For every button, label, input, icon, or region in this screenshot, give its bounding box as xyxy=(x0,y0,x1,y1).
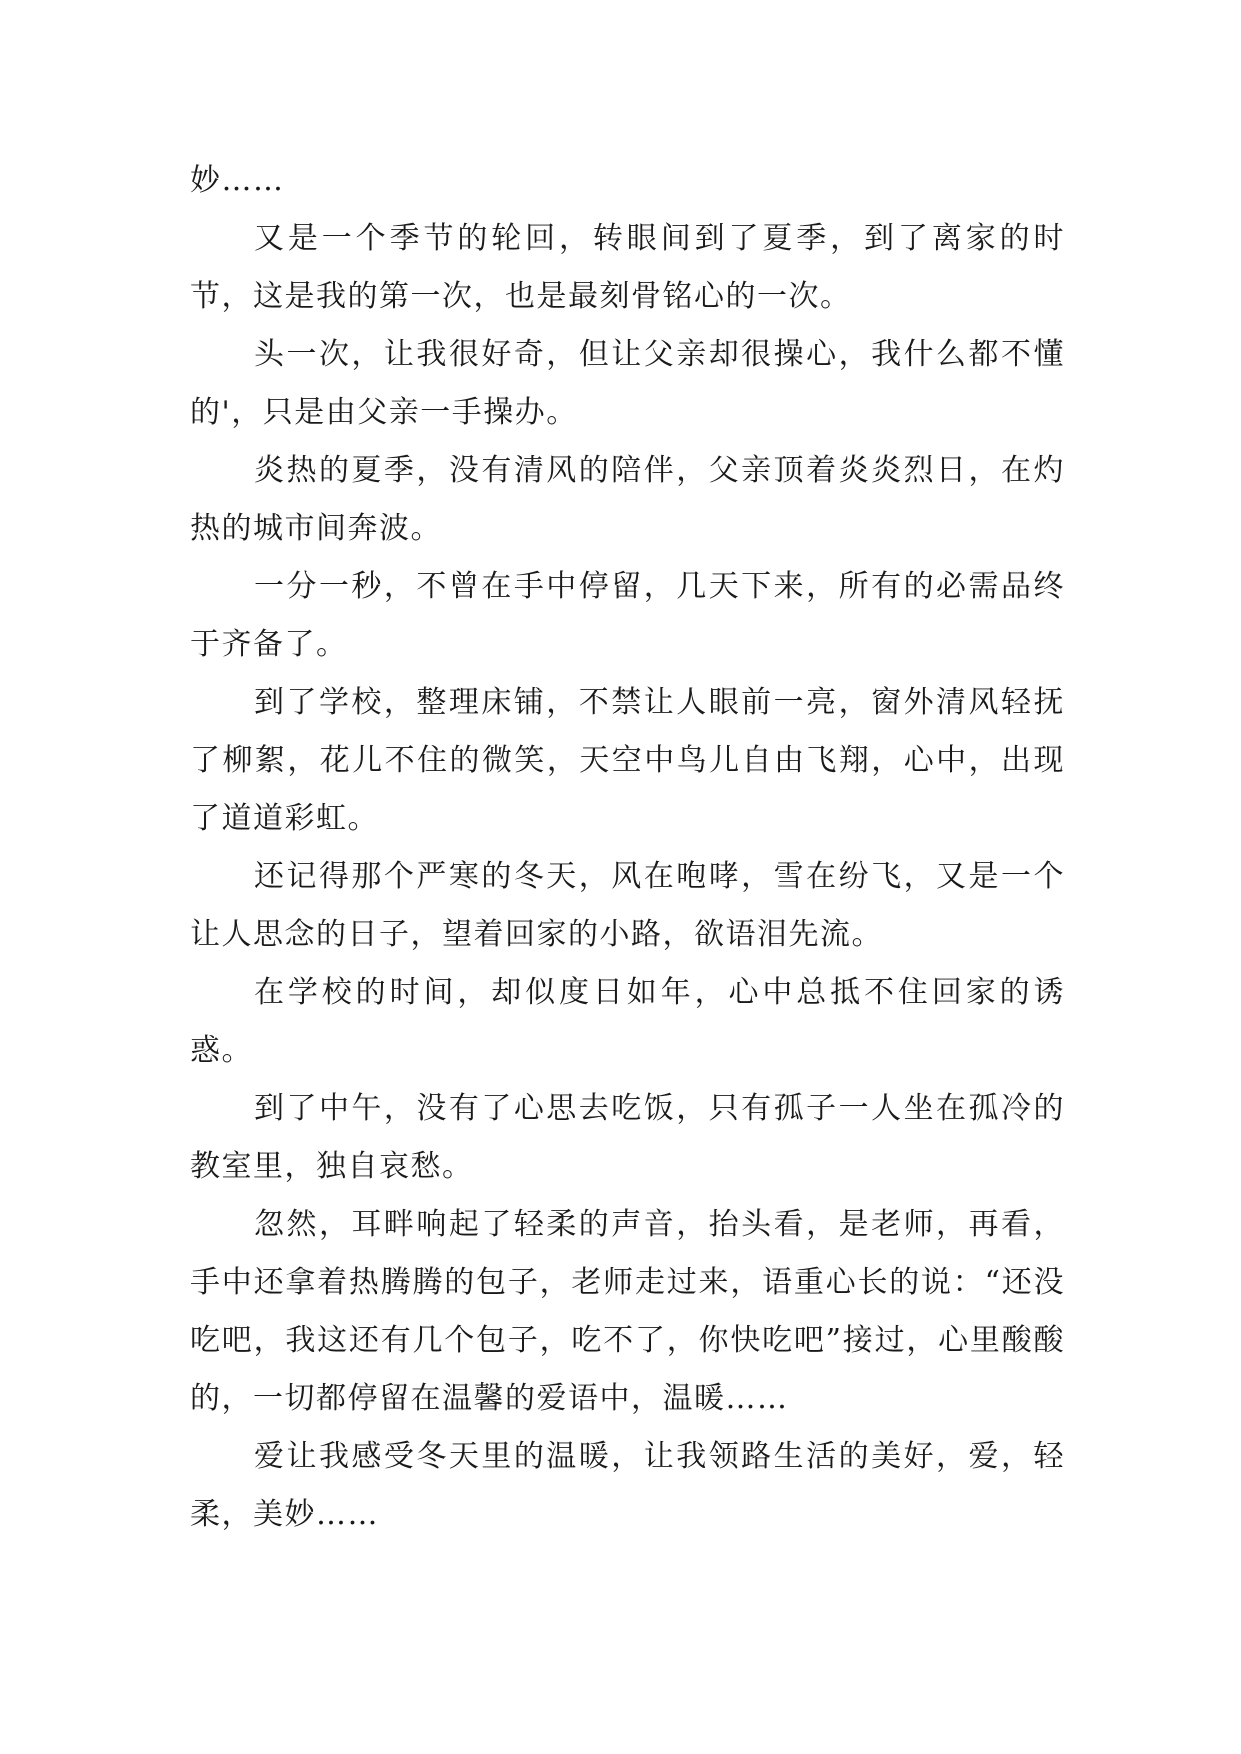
paragraph-9: 忽然，耳畔响起了轻柔的声音，抬头看，是老师，再看，手中还拿着热腾腾的包子，老师走过来，语重心长的说：“还没吃吧，我这还有几个包子，吃不了，你快吃吧”接过，心里酸酸的，一切都停留在温馨的爱语中，温暖…… xyxy=(190,1207,1065,1416)
paragraph-8: 到了中午，没有了心思去吃饭，只有孤子一人坐在孤冷的教室里，独自哀愁。 xyxy=(190,1091,1065,1184)
paragraph-10: 爱让我感受冬天里的温暖，让我领路生活的美好，爱，轻柔，美妙…… xyxy=(190,1439,1065,1532)
paragraph-1: 又是一个季节的轮回，转眼间到了夏季，到了离家的时节，这是我的第一次，也是最刻骨铭心的一次。 xyxy=(190,221,1065,314)
paragraph-7: 在学校的时间，却似度日如年，心中总抵不住回家的诱惑。 xyxy=(190,975,1065,1068)
paragraph-5: 到了学校，整理床铺，不禁让人眼前一亮，窗外清风轻抚了柳絮，花儿不住的微笑，天空中鸟儿自由飞翔，心中，出现了道道彩虹。 xyxy=(190,685,1065,836)
paragraph-4: 一分一秒，不曾在手中停留，几天下来，所有的必需品终于齐备了。 xyxy=(190,569,1065,662)
paragraph-2: 头一次，让我很好奇，但让父亲却很操心，我什么都不懂的'，只是由父亲一手操办。 xyxy=(190,337,1065,430)
paragraph-0: 妙…… xyxy=(190,163,285,198)
document-body xyxy=(190,152,1065,1544)
paragraph-6: 还记得那个严寒的冬天，风在咆哮，雪在纷飞，又是一个让人思念的日子，望着回家的小路，欲语泪先流。 xyxy=(190,859,1065,952)
paragraph-3: 炎热的夏季，没有清风的陪伴，父亲顶着炎炎烈日，在灼热的城市间奔波。 xyxy=(190,453,1065,546)
